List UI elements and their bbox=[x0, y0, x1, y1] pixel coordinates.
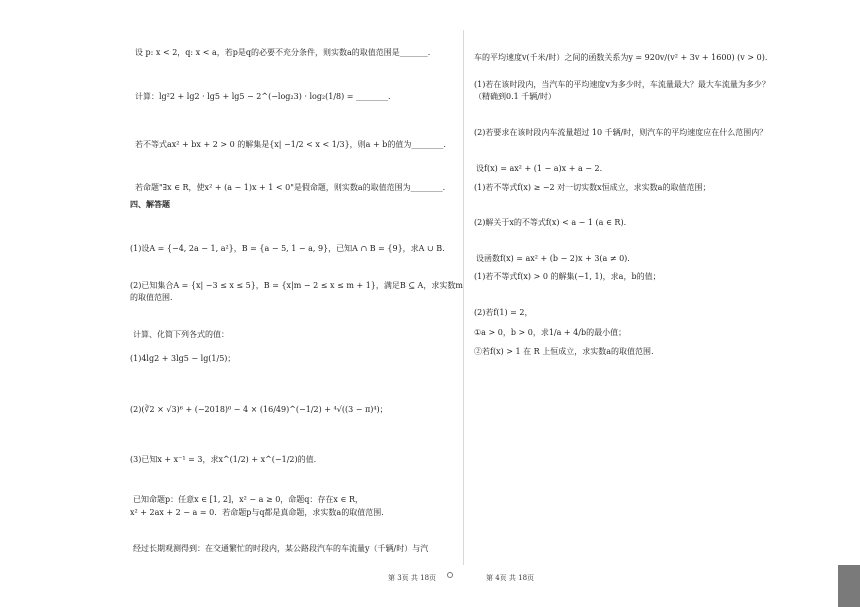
fx-definition-1: 设f(x) = ax² + (1 − a)x + a − 2. bbox=[476, 164, 603, 173]
question-fill-3: 若不等式ax² + bx + 2 > 0 的解集是{x| −1/2 < x < 1/3}，则a + b的值为________. bbox=[135, 140, 446, 149]
calc-2: (2)(∛2 × √3)⁶ + (−2018)⁰ − 4 × (16/49)^(−1/2) + ⁴√((3 − π)⁴)； bbox=[130, 405, 388, 414]
fx-q2: (2)解关于x的不等式f(x) < a − 1 (a ∈ R). bbox=[474, 218, 627, 227]
solve-1-part-1: (1)设A = {−4, 2a − 1, a²}，B = {a − 5, 1 − a, 9}，已知A ∩ B = {9}，求A ∪ B. bbox=[130, 244, 445, 253]
traffic-q2: (2)若要求在该时段内车流量超过 10 千辆/时，则汽车的平均速度应在什么范围内？ bbox=[474, 128, 768, 137]
scroll-thumb[interactable] bbox=[838, 565, 860, 607]
column-divider bbox=[463, 30, 464, 565]
traffic-q1-line-1: (1)若在该时段内，当汽车的平均速度v为多少时，车流量最大？最大车流量为多少？ bbox=[474, 80, 770, 89]
solve-1-part-2-line-1: (2)已知集合A = {x| −3 ≤ x ≤ 5}，B = {x|m − 2 ≤ x ≤ m + 1}，满足B ⊆ A，求实数m bbox=[130, 281, 463, 290]
page-number-left: 第 3页 共 18页 bbox=[388, 574, 437, 582]
calc-1: (1)4lg2 + 3lg5 − lg(1/5)； bbox=[130, 354, 236, 363]
solve-1-part-2-line-2: 的取值范围. bbox=[130, 293, 173, 302]
page-number-right: 第 4页 共 18页 bbox=[486, 574, 535, 582]
fx-q1: (1)若不等式f(x) ≥ −2 对一切实数x恒成立，求实数a的取值范围； bbox=[474, 183, 711, 192]
traffic-intro: 经过长期观测得到：在交通繁忙的时段内，某公路段汽车的车流量y（千辆/时）与汽 bbox=[133, 544, 429, 553]
fx2-q2: (2)若f(1) = 2， bbox=[474, 308, 533, 317]
question-fill-4: 若命题"∃x ∈ R，使x² + (a − 1)x + 1 < 0"是假命题，则实数a的取值范围为________. bbox=[135, 183, 446, 192]
calc-heading: 计算、化简下列各式的值： bbox=[133, 330, 229, 339]
proposition-line-2: x² + 2ax + 2 − a = 0．若命题p与q都是真命题，求实数a的取值范围. bbox=[130, 508, 384, 517]
calc-3: (3)已知x + x⁻¹ = 3，求x^(1/2) + x^(−1/2)的值. bbox=[130, 455, 317, 464]
traffic-function: 车的平均速度v(千米/时）之间的函数关系为y = 920v/(v² + 3v + 1600) (v > 0). bbox=[474, 53, 768, 62]
binding-hole-icon bbox=[447, 572, 453, 578]
fx2-q2-sub-2: ②若f(x) > 1 在 R 上恒成立，求实数a的取值范围. bbox=[474, 347, 654, 356]
fx2-q2-sub-1: ①a > 0，b > 0，求1/a + 4/b的最小值； bbox=[474, 328, 627, 337]
question-fill-2: 计算：lg²2 + lg2 · lg5 + lg5 − 2^(−log₂3) · log₂(1/8) = ________. bbox=[135, 92, 391, 101]
fx-definition-2: 设函数f(x) = ax² + (b − 2)x + 3(a ≠ 0). bbox=[476, 254, 630, 263]
proposition-line-1: 已知命题p：任意x ∈ [1, 2]，x² − a ≥ 0，命题q：存在x ∈ R， bbox=[133, 495, 363, 504]
question-fill-1: 设 p: x < 2，q: x < a，若p是q的必要不充分条件，则实数a的取值范围是_______. bbox=[135, 48, 431, 57]
section-heading: 四、解答题 bbox=[130, 199, 170, 209]
fx2-q1: (1)若不等式f(x) > 0 的解集(−1, 1)，求a，b的值； bbox=[474, 272, 661, 281]
traffic-q1-line-2: （精确到0.1 千辆/时） bbox=[474, 92, 556, 101]
